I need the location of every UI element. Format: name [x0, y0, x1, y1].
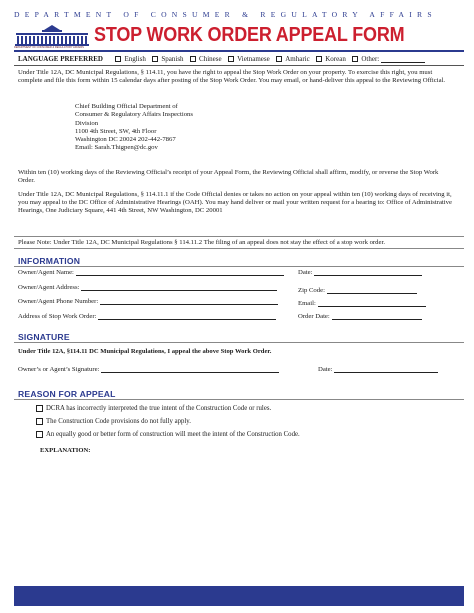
language-option-amharic[interactable]: Amharic — [276, 55, 310, 63]
language-option-vietnamese[interactable]: Vietnamese — [228, 55, 270, 63]
review-timeline-paragraph: Within ten (10) working days of the Reviewing Official’s receipt of your Appeal Form, the Reviewing Official shall affirm, modify, or reverse the Stop Work Order. — [18, 169, 439, 185]
checkbox-korean[interactable] — [316, 56, 323, 63]
checkbox-reason-3[interactable] — [36, 431, 43, 438]
reviewing-official-address: Chief Building Official Department of Consumer & Regulatory Affairs Inspections Division 1100 4th Street, SW, 4th Floor Washington DC 20024 202-442-7867 Email: Sarah.Thigpen@dc.gov — [75, 103, 194, 152]
language-option-spanish[interactable]: Spanish — [152, 55, 184, 63]
language-option-other[interactable]: Other: — [352, 55, 425, 63]
language-label: LANGUAGE PREFERRED — [18, 55, 103, 63]
information-heading: INFORMATION — [18, 256, 81, 266]
language-preference-row — [18, 55, 468, 63]
other-language-field[interactable] — [381, 56, 425, 63]
reason-option-not-apply[interactable]: The Construction Code provisions do not fully apply. — [36, 418, 191, 425]
checkbox-amharic[interactable] — [276, 56, 283, 63]
checkbox-reason-2[interactable] — [36, 418, 43, 425]
signature-statement: Under Title 12A, §114.11 DC Municipal Regulations, I appeal the above Stop Work Order. — [18, 348, 272, 355]
explanation-label: EXPLANATION: — [40, 447, 91, 454]
date-input[interactable] — [314, 269, 422, 276]
reason-option-equal-construction[interactable]: An equally good or better form of construction will meet the intent of the Construction Code. — [36, 431, 300, 438]
building-logo-icon — [14, 24, 90, 46]
information-rule — [14, 266, 464, 267]
language-rule — [14, 65, 464, 66]
form-title: STOP WORK ORDER APPEAL FORM — [94, 24, 405, 46]
date-field[interactable]: Date: — [298, 269, 422, 276]
zip-code-field[interactable]: Zip Code: — [298, 287, 417, 294]
logo-caption: DEPARTMENT OF CONSUMER & REGULATORY AFFAIRS — [14, 46, 84, 49]
signature-rule — [14, 342, 464, 343]
header-rule — [14, 50, 464, 52]
owner-address-input[interactable] — [81, 284, 277, 291]
language-option-chinese[interactable]: Chinese — [190, 55, 222, 63]
language-option-korean[interactable]: Korean — [316, 55, 346, 63]
signature-date-field[interactable]: Date: — [318, 366, 438, 373]
reason-rule — [14, 399, 464, 400]
order-date-field[interactable]: Order Date: — [298, 313, 422, 320]
email-input[interactable] — [318, 300, 426, 307]
reason-option-incorrect-interpretation[interactable]: DCRA has incorrectly interpreted the true intent of the Construction Code or rules. — [36, 405, 271, 412]
email-field[interactable]: Email: — [298, 300, 426, 307]
language-option-english[interactable]: English — [115, 55, 146, 63]
reason-heading: REASON FOR APPEAL — [18, 389, 116, 399]
checkbox-other[interactable] — [352, 56, 359, 63]
work-order-address-field[interactable]: Address of Stop Work Order: — [18, 313, 276, 320]
department-name: DEPARTMENT OF CONSUMER & REGULATORY AFFAIRS — [14, 10, 437, 19]
signature-field[interactable]: Owner’s or Agent’s Signature: — [18, 366, 279, 373]
checkbox-chinese[interactable] — [190, 56, 197, 63]
checkbox-english[interactable] — [115, 56, 122, 63]
signature-date-input[interactable] — [334, 366, 438, 373]
zip-code-input[interactable] — [327, 287, 417, 294]
checkbox-vietnamese[interactable] — [228, 56, 235, 63]
order-date-input[interactable] — [332, 313, 422, 320]
owner-name-input[interactable] — [76, 269, 284, 276]
oah-appeal-paragraph: Under Title 12A, DC Municipal Regulations, § 114.11.1 if the Code Official denies or takes no action on your appeal within ten (10) working days of receiving it, you may appeal to the DC Office of Administrative Hearings (OAH). You may hand deliver or mail your written request for a hearing to: Office of Administrative Hearings, One Judiciary Square, 441 4th Street, NW Washington, DC 20001 — [18, 191, 452, 215]
owner-phone-field[interactable]: Owner/Agent Phone Number: — [18, 298, 278, 305]
please-note-notice: Please Note: Under Title 12A, DC Municipal Regulations § 114.11.2 The filing of an appeal does not stay the effect of a stop work order. — [14, 236, 464, 249]
checkbox-reason-1[interactable] — [36, 405, 43, 412]
owner-phone-input[interactable] — [100, 298, 278, 305]
work-order-address-input[interactable] — [98, 313, 276, 320]
signature-input[interactable] — [101, 366, 279, 373]
owner-address-field[interactable]: Owner/Agent Address: — [18, 284, 277, 291]
intro-paragraph: Under Title 12A, DC Municipal Regulations, § 114.11, you have the right to appeal the Stop Work Order on your property. To exercise this right, you must complete and file this form within 15 calendar days after posting of the Stop Work Order. You may email, or hand-deliver this appeal to the Reviewing Official. — [18, 69, 446, 85]
footer-bar — [14, 586, 464, 606]
signature-heading: SIGNATURE — [18, 332, 70, 342]
checkbox-spanish[interactable] — [152, 56, 159, 63]
owner-name-field[interactable]: Owner/Agent Name: — [18, 269, 284, 276]
